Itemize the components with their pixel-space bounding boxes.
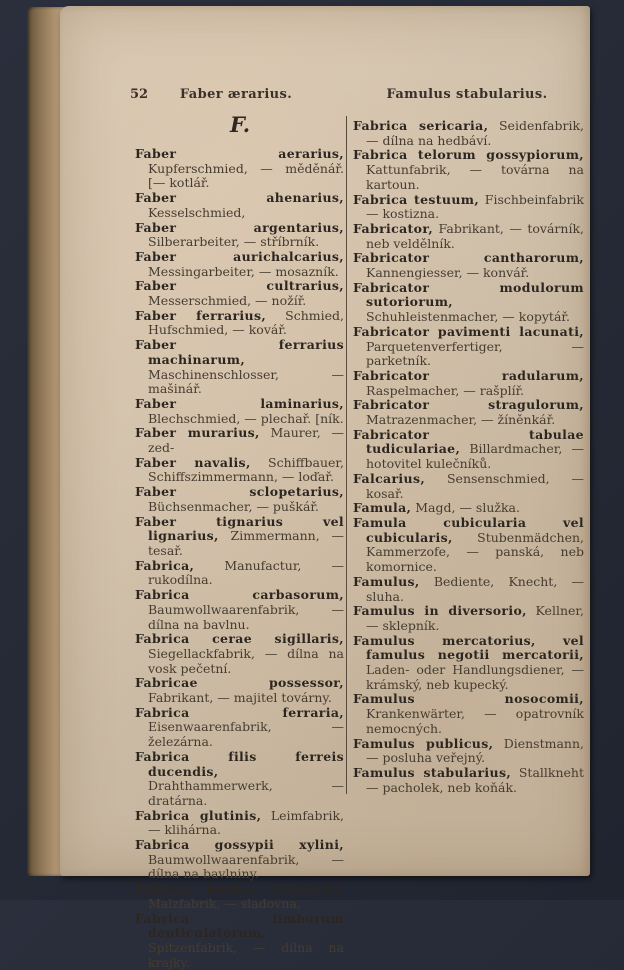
dictionary-entry (135, 485, 344, 514)
left-column (135, 147, 344, 970)
entry-translations: Messerschmied, — nožíř. (148, 293, 307, 309)
dictionary-entry (135, 250, 344, 279)
entry-translations: Schuhleistenmacher, — kopytář. (366, 309, 570, 325)
entry-translations: Kesselschmied, (148, 204, 246, 220)
book-page (60, 6, 590, 970)
dictionary-entry (135, 397, 344, 426)
section-heading: F. (229, 112, 251, 137)
entry-headword: Fabrica hordeo torrendo, (135, 881, 344, 897)
entry-headword: Fabrica gossypii xylini, (135, 837, 344, 853)
dictionary-entry (135, 912, 344, 970)
entry-headword: Famula, (353, 500, 412, 516)
entry-headword: Fabrica, (135, 557, 195, 573)
entry-translations: Zimmermann, — tesař. (148, 528, 344, 558)
entry-headword: Fabricator stragulorum, (353, 397, 584, 413)
entry-headword: Fabrica sericaria, (353, 118, 489, 133)
entry-headword: Faber ahenarius, (135, 190, 344, 206)
entry-translations: Silberarbeiter, — stříbrník. (148, 234, 320, 250)
dictionary-entry (135, 809, 344, 838)
dictionary-entry (353, 325, 584, 369)
entry-translations: Leimfabrik, — klihárna. (148, 807, 345, 838)
entry-translations: Fabrikant, — továrník, neb veldělník. (366, 220, 584, 251)
column-divider (346, 116, 347, 794)
entry-translations: Krankenwärter, — opatrovník nemocných. (366, 706, 584, 736)
entry-headword: Famulus publicus, (353, 735, 494, 751)
dictionary-entry (135, 279, 344, 308)
entry-headword: Fabrica carbasorum, (135, 587, 344, 603)
entry-translations: Fischbeinfabrik — kostizna. (366, 191, 584, 222)
entry-translations: Baumwollwaarenfabrik, — dílna na bavlniny. (148, 851, 344, 882)
dictionary-entry (135, 588, 344, 632)
dictionary-entry (135, 632, 344, 676)
entry-headword: Fabrica testuum, (353, 191, 480, 207)
entry-translations: Maschinenschlosser, — mašinář. (148, 366, 344, 397)
entry-headword: Faber murarius, (135, 425, 260, 441)
dictionary-entry (353, 516, 584, 575)
entry-translations: Manufactur, — rukodílna. (148, 557, 344, 588)
dictionary-entry (353, 222, 584, 251)
entry-headword: Fabricator, (353, 220, 434, 236)
entry-translations: Malzfabrik, — sladovna. (148, 895, 301, 911)
running-header-right: Famulus stabularius. (386, 87, 548, 102)
entry-translations: Eisenwaarenfabrik, — železárna. (148, 719, 344, 750)
entry-translations: Baumwollwaarenfabrik, — dílna na bavlnu. (148, 601, 344, 632)
entry-translations: Stubenmädchen, Kammerzofe, — panská, neb komornice. (366, 529, 584, 575)
entry-translations: Fabrikant, — majitel továrny. (148, 690, 332, 706)
entry-headword: Fabricator pavimenti lacunati, (353, 323, 584, 339)
dictionary-entry (353, 428, 584, 472)
entry-headword: Fabrica glutinis, (135, 807, 262, 823)
page-number: 52 (130, 87, 149, 102)
entry-translations: Matrazenmacher, — žíněnkář. (366, 412, 556, 428)
entry-headword: Famulus stabularius, (353, 764, 512, 780)
dictionary-entry (135, 706, 344, 750)
dictionary-entry (353, 369, 584, 398)
right-column (353, 119, 584, 795)
entry-translations: Schiffbauer, Schiffszimmermann, — loďař. (148, 454, 344, 485)
dictionary-entry (353, 737, 584, 766)
entry-headword: Famulus in diversorio, (353, 603, 527, 619)
entry-headword: Famulus nosocomii, (353, 691, 584, 707)
entry-translations: Dienstmann, — posluha veřejný. (366, 735, 585, 766)
entry-translations: Kattunfabrik, — továrna na kartoun. (366, 162, 584, 192)
entry-headword: Faber argentarius, (135, 219, 344, 235)
entry-headword: Faber ferrarius machinarum, (135, 337, 344, 367)
dictionary-entry (353, 501, 584, 516)
dictionary-entry (135, 338, 344, 397)
entry-translations: Büchsenmacher, — puškář. (148, 498, 319, 514)
entry-headword: Faber ferrarius, (135, 307, 267, 323)
dictionary-entry (135, 515, 344, 559)
dictionary-entry (135, 750, 344, 809)
dictionary-entry (353, 692, 584, 736)
dictionary-entry (135, 147, 344, 191)
dictionary-entry (135, 221, 344, 250)
entry-headword: Faber laminarius, (135, 395, 344, 411)
entry-translations: Blechschmied, — plechař. [ník. (148, 410, 344, 426)
entry-translations: Schmied, Hufschmied, — kovář. (148, 307, 344, 338)
entry-headword: Fabricator tabulae tudiculariae, (353, 426, 584, 457)
entry-headword: Famulus mercatorius, vel famulus negotii mercatorii, (353, 632, 584, 663)
entry-translations: Stallkneht — pacholek, neb koňák. (366, 764, 584, 795)
dictionary-entry (353, 766, 584, 795)
dictionary-entry (353, 251, 584, 280)
dictionary-entry (353, 281, 584, 325)
dictionary-entry (353, 398, 584, 427)
entry-translations: Raspelmacher, — rašplíř. (366, 382, 525, 398)
entry-headword: Famula cubicularia vel cubicularis, (353, 514, 584, 545)
entry-translations: Magd, — služka. (411, 500, 520, 516)
entry-headword: Fabrica limborum denticulatorum, (135, 910, 344, 941)
entry-translations: Kannengiesser, — konvář. (366, 265, 530, 281)
entry-headword: Fabricator modulorum sutoriorum, (353, 279, 584, 310)
entry-headword: Faber aurichalcarius, (135, 248, 344, 264)
entry-headword: Famulus, (353, 573, 420, 589)
dictionary-entry (353, 193, 584, 222)
entry-translations: Parquetenverfertiger, — parketník. (366, 338, 584, 369)
entry-headword: Faber cultrarius, (135, 278, 344, 294)
dictionary-entry (135, 559, 344, 588)
dictionary-entry (353, 119, 584, 148)
dictionary-entry (353, 634, 584, 693)
dictionary-entry (135, 838, 344, 882)
entry-headword: Faber aerarius, (135, 146, 344, 161)
entry-headword: Fabricator radularum, (353, 367, 584, 383)
entry-headword: Fabricator cantharorum, (353, 250, 584, 266)
dictionary-entry (135, 456, 344, 485)
entry-headword: Fabrica cerae sigillaris, (135, 631, 344, 647)
entry-headword: Fabrica ferraria, (135, 704, 344, 720)
entry-translations: Drahthammerwerk, — dratárna. (148, 778, 344, 808)
dictionary-entry (353, 472, 584, 501)
entry-translations: Kupferschmied, — měděnář. [— kotlář. (148, 160, 344, 191)
dictionary-entry (353, 148, 584, 192)
dictionary-entry (135, 676, 344, 705)
dictionary-entry (135, 191, 344, 220)
dictionary-entry (135, 426, 344, 455)
entry-headword: Faber tignarius vel lignarius, (135, 513, 344, 544)
entry-translations: Kellner, — sklepník. (366, 603, 584, 633)
entry-translations: Maurer, — zed- (148, 425, 345, 456)
entry-headword: Fabrica telorum gossypiorum, (353, 147, 584, 163)
entry-translations: Sensenschmied, — kosař. (366, 470, 584, 501)
entry-headword: Falcarius, (353, 470, 426, 486)
entry-translations: Messingarbeiter, — mosazník. (148, 263, 339, 279)
entry-translations: Bediente, Knecht, — sluha. (366, 573, 584, 604)
entry-translations: Seidenfabrik, — dílna na hedbáví. (366, 118, 584, 148)
entry-headword: Faber sclopetarius, (135, 484, 344, 500)
entry-translations: Laden- oder Handlungsdiener, — krámský, neb kupecký. (366, 662, 584, 692)
entry-headword: Fabrica filis ferreis ducendis, (135, 748, 344, 779)
running-header-left: Faber ærarius. (179, 87, 293, 102)
entry-translations: Siegellackfabrik, — dílna na vosk pečetní. (148, 645, 344, 676)
entry-headword: Faber navalis, (135, 454, 251, 470)
dictionary-entry (353, 575, 584, 604)
dictionary-entry (135, 309, 344, 338)
dictionary-entry (353, 604, 584, 633)
entry-translations: Spitzenfabrik, — dílna na krajky. (148, 939, 344, 970)
entry-headword: Fabricae possessor, (135, 675, 344, 691)
dictionary-entry (135, 882, 344, 911)
entry-translations: Billardmacher, — hotovitel kulečníků. (366, 441, 584, 472)
